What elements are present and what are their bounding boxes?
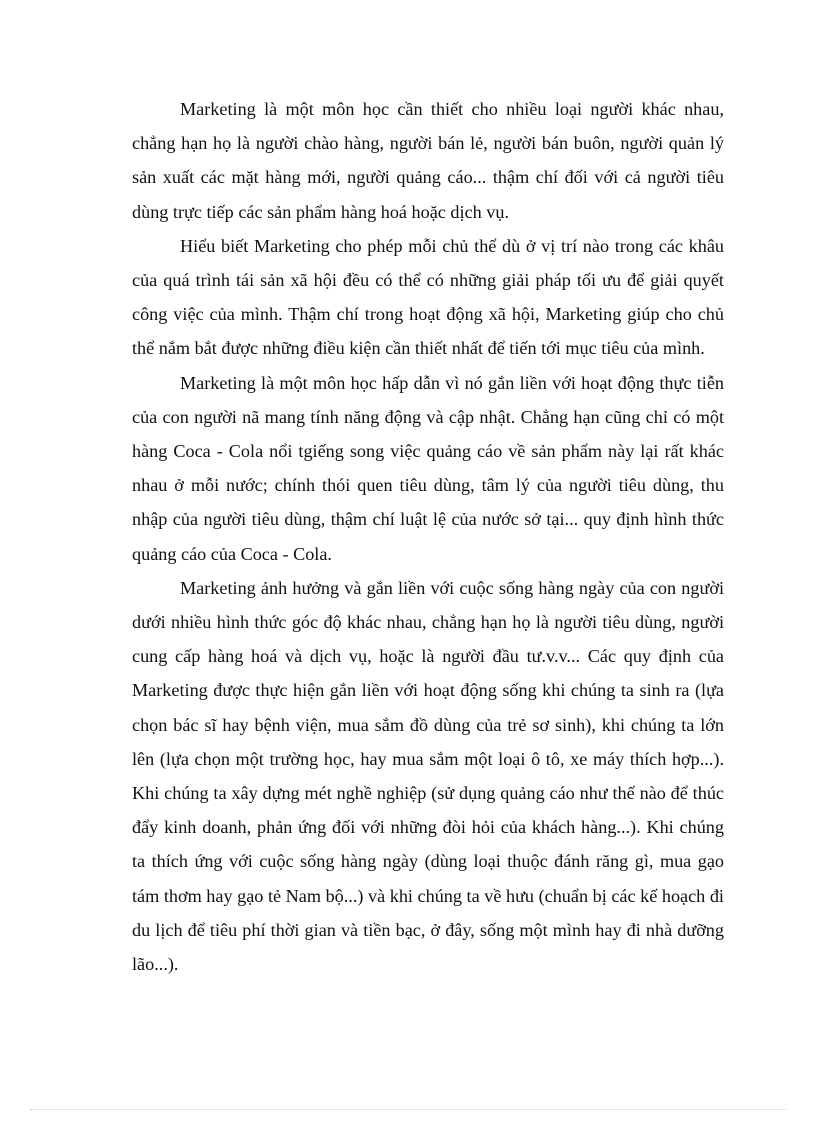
paragraph-2: Hiểu biết Marketing cho phép mỗi chủ thể dù ở vị trí nào trong các khâu của quá trình tái sản xã hội đều có thể có những giải pháp tối ưu để giải quyết công việc của mình. Thậm chí trong hoạt động xã hội, Marketing giúp cho chủ thể nắm bắt được những điều kiện cần thiết nhất để tiến tới mục tiêu của mình. bbox=[132, 235, 724, 359]
footer-divider bbox=[30, 1109, 786, 1110]
document-body bbox=[132, 92, 724, 981]
paragraph-3: Marketing là một môn học hấp dẫn vì nó gắn liền với hoạt động thực tiễn của con người nã mang tính năng động và cập nhật. Chẳng hạn cũng chỉ có một hàng Coca - Cola nổi tgiếng song việc quảng cáo về sản phẩm này lại rất khác nhau ở mỗi nước; chính thói quen tiêu dùng, tâm lý của người tiêu dùng, thu nhập của người tiêu dùng, thậm chí luật lệ của nước sở tại... quy định hình thức quảng cáo của Coca - Cola. bbox=[132, 372, 724, 564]
paragraph-4: Marketing ảnh hưởng và gắn liền với cuộc sống hàng ngày của con người dưới nhiều hình thức góc độ khác nhau, chẳng hạn họ là người tiêu dùng, người cung cấp hàng hoá và dịch vụ, hoặc là người đầu tư.v.v... Các quy định của Marketing được thực hiện gắn liền với hoạt động sống khi chúng ta sinh ra (lựa chọn bác sĩ hay bệnh viện, mua sắm đồ dùng của trẻ sơ sinh), khi chúng ta lớn lên (lựa chọn một trường học, hay mua sắm một loại ô tô, xe máy thích hợp...). Khi chúng ta xây dựng mét nghề nghiệp (sử dụng quảng cáo như thế nào để thúc đẩy kinh doanh, phản ứng đối với những đòi hỏi của khách hàng...). Khi chúng ta thích ứng với cuộc sống hàng ngày (dùng loại thuộc đánh răng gì, mua gạo tám thơm hay gạo tẻ Nam bộ...) và khi chúng ta về hưu (chuẩn bị các kế hoạch đi du lịch để tiêu phí thời gian và tiền bạc, ở đây, sống một mình hay đi nhà dưỡng lão...). bbox=[132, 577, 724, 975]
paragraph-1: Marketing là một môn học cần thiết cho nhiều loại người khác nhau, chẳng hạn họ là người chào hàng, người bán lẻ, người bán buôn, người quản lý sản xuất các mặt hàng mới, người quảng cáo... thậm chí đối với cả người tiêu dùng trực tiếp các sản phẩm hàng hoá hoặc dịch vụ. bbox=[132, 99, 724, 222]
